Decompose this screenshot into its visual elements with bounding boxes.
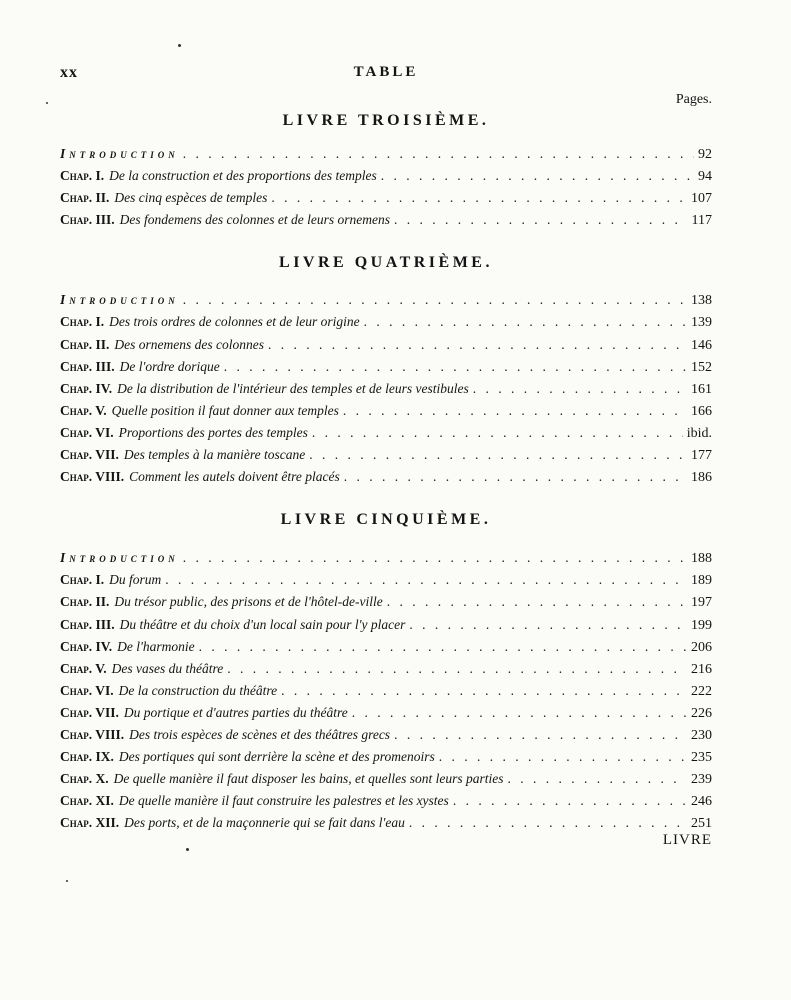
pages-column-label: Pages.	[675, 92, 712, 107]
entry-chapter: Chap. II.	[60, 594, 110, 610]
entry-page: 139	[691, 315, 712, 331]
entry-chapter: Chap. V.	[60, 402, 107, 418]
dot-leader	[507, 771, 687, 787]
entry-title: Du trésor public, des prisons et de l'hôtel-de-ville	[114, 594, 383, 610]
entry-page: 138	[691, 293, 712, 309]
entry-page: 197	[691, 595, 712, 611]
entry-title: Des ornemens des colonnes	[114, 336, 264, 352]
entry-chapter: Chap. VIII.	[60, 469, 125, 485]
entry-title: Du forum	[109, 572, 162, 588]
dot-leader	[183, 550, 687, 566]
entry-title: Introduction	[60, 550, 179, 566]
entry-chapter: Chap. X.	[60, 771, 109, 787]
dot-leader	[343, 403, 687, 419]
dot-leader	[473, 381, 687, 397]
dot-leader	[183, 292, 687, 308]
paper-speck	[46, 102, 48, 104]
toc-entry	[60, 359, 712, 381]
running-title: TABLE	[353, 64, 419, 80]
book-heading: LIVRE CINQUIÈME.	[280, 511, 492, 529]
entry-page: 246	[691, 794, 712, 810]
toc-entry	[60, 146, 712, 168]
toc-entry	[60, 381, 712, 403]
entry-title: De l'harmonie	[117, 638, 195, 654]
running-head	[60, 62, 712, 107]
entry-title: De la construction du théâtre	[118, 682, 278, 698]
entry-chapter: Chap. VII.	[60, 704, 119, 720]
entry-page: 230	[691, 727, 712, 743]
book-heading: LIVRE QUATRIÈME.	[279, 254, 493, 272]
entry-chapter: Chap. XII.	[60, 815, 120, 831]
dot-leader	[224, 359, 687, 375]
entry-page: 189	[691, 573, 712, 589]
dot-leader	[387, 594, 687, 610]
toc-entry	[60, 815, 712, 837]
dot-leader	[394, 212, 688, 228]
entry-title: Des trois espèces de scènes et des théâtres grecs	[129, 726, 391, 742]
catchword: LIVRE	[662, 832, 712, 848]
dot-leader	[409, 815, 687, 831]
dot-leader	[183, 146, 694, 162]
book-heading: LIVRE TROISIÈME.	[282, 112, 490, 129]
entry-page: 166	[691, 403, 712, 419]
entry-page: 92	[698, 147, 712, 162]
dot-leader	[268, 337, 687, 353]
entry-title: Des trois ordres de colonnes et de leur origine	[109, 314, 360, 330]
toc-entry	[60, 572, 712, 594]
entry-title: De la construction et des proportions des temples	[109, 168, 377, 184]
toc-entry	[60, 639, 712, 661]
paper-speck	[66, 880, 68, 882]
entry-page: 239	[691, 772, 712, 788]
entry-title: Des fondemens des colonnes et de leurs ornemens	[119, 212, 390, 228]
dot-leader	[199, 639, 687, 655]
dot-leader	[281, 683, 687, 699]
dot-leader	[352, 705, 687, 721]
entry-chapter: Chap. VII.	[60, 447, 119, 463]
entry-title: Comment les autels doivent être placés	[129, 469, 340, 485]
entry-chapter: Chap. IV.	[60, 380, 113, 396]
dot-leader	[344, 469, 687, 485]
toc-entry	[60, 190, 712, 212]
toc-entry	[60, 771, 712, 793]
paper-speck	[186, 848, 189, 851]
entry-title: De quelle manière il faut construire les palestres et les xystes	[118, 793, 449, 809]
entry-chapter: Chap. I.	[60, 572, 105, 588]
entry-chapter: Chap. III.	[60, 212, 115, 228]
entry-page: 222	[691, 683, 712, 699]
toc-entry	[60, 314, 712, 336]
dot-leader	[381, 168, 694, 184]
table-of-contents-page	[60, 62, 712, 848]
paper-speck	[178, 44, 181, 47]
entry-page: 226	[691, 705, 712, 721]
dot-leader	[364, 314, 687, 330]
toc-entry	[60, 447, 712, 469]
entry-page: 188	[691, 551, 712, 567]
entry-title: Des cinq espèces de temples	[114, 190, 268, 206]
page-folio: xx	[60, 64, 78, 81]
entry-page: 107	[691, 191, 712, 207]
dot-leader	[227, 661, 687, 677]
entry-chapter: Chap. II.	[60, 336, 110, 352]
entry-chapter: Chap. I.	[60, 314, 105, 330]
toc-entry	[60, 793, 712, 815]
entry-page: 199	[691, 617, 712, 633]
toc-entry	[60, 212, 712, 234]
entry-page: 117	[691, 213, 712, 229]
entry-title: Des ports, et de la maçonnerie qui se fait dans l'eau	[124, 815, 405, 831]
entry-page: ibid.	[686, 425, 712, 441]
book-5-entries	[60, 550, 712, 837]
entry-title: De la distribution de l'intérieur des temples et de leurs vestibules	[117, 380, 469, 396]
dot-leader	[409, 617, 687, 633]
entry-page: 235	[691, 750, 712, 766]
entry-title: Proportions des portes des temples	[118, 424, 308, 440]
toc-entry	[60, 403, 712, 425]
dot-leader	[439, 749, 687, 765]
entry-page: 146	[691, 337, 712, 353]
toc-entry	[60, 617, 712, 639]
entry-chapter: Chap. VI.	[60, 682, 114, 698]
entry-page: 152	[691, 359, 712, 375]
entry-chapter: Chap. VI.	[60, 424, 114, 440]
dot-leader	[271, 190, 687, 206]
entry-page: 251	[691, 816, 712, 832]
entry-chapter: Chap. III.	[60, 616, 115, 632]
entry-title: Des temples à la manière toscane	[123, 447, 306, 463]
entry-chapter: Chap. XI.	[60, 793, 114, 809]
entry-title: Du théâtre et du choix d'un local sain pour l'y placer	[119, 616, 406, 632]
entry-chapter: Chap. II.	[60, 190, 110, 206]
toc-entry	[60, 292, 712, 314]
entry-chapter: Chap. V.	[60, 660, 107, 676]
toc-entry	[60, 705, 712, 727]
entry-page: 177	[691, 448, 712, 464]
entry-chapter: Chap. I.	[60, 168, 105, 184]
toc-entry	[60, 550, 712, 572]
entry-chapter: Chap. III.	[60, 358, 115, 374]
dot-leader	[312, 425, 683, 441]
toc-entry	[60, 469, 712, 491]
toc-entry	[60, 727, 712, 749]
toc-entry	[60, 337, 712, 359]
toc-entry	[60, 661, 712, 683]
toc-entry	[60, 425, 712, 447]
entry-title: Introduction	[60, 292, 179, 308]
toc-entry	[60, 749, 712, 771]
toc-entry	[60, 168, 712, 190]
entry-page: 94	[698, 169, 712, 185]
dot-leader	[394, 727, 687, 743]
dot-leader	[453, 793, 687, 809]
entry-page: 206	[691, 639, 712, 655]
entry-page: 161	[691, 381, 712, 397]
toc-entry	[60, 683, 712, 705]
entry-title: Des portiques qui sont derrière la scène et des promenoirs	[118, 749, 435, 765]
dot-leader	[165, 572, 687, 588]
entry-page: 186	[691, 470, 712, 486]
toc-entry	[60, 594, 712, 616]
entry-title: Des vases du théâtre	[111, 660, 224, 676]
entry-page: 216	[691, 661, 712, 677]
dot-leader	[309, 447, 687, 463]
entry-title: De quelle manière il faut disposer les bains, et quelles sont leurs parties	[113, 771, 504, 787]
entry-chapter: Chap. IX.	[60, 749, 114, 765]
entry-title: Quelle position il faut donner aux temples	[111, 402, 339, 418]
entry-chapter: Chap. VIII.	[60, 726, 125, 742]
entry-title: Introduction	[60, 146, 179, 161]
book-4-entries	[60, 292, 712, 491]
entry-title: Du portique et d'autres parties du théâtre	[123, 704, 348, 720]
entry-title: De l'ordre dorique	[119, 358, 220, 374]
entry-chapter: Chap. IV.	[60, 638, 113, 654]
book-3-entries	[60, 146, 712, 234]
